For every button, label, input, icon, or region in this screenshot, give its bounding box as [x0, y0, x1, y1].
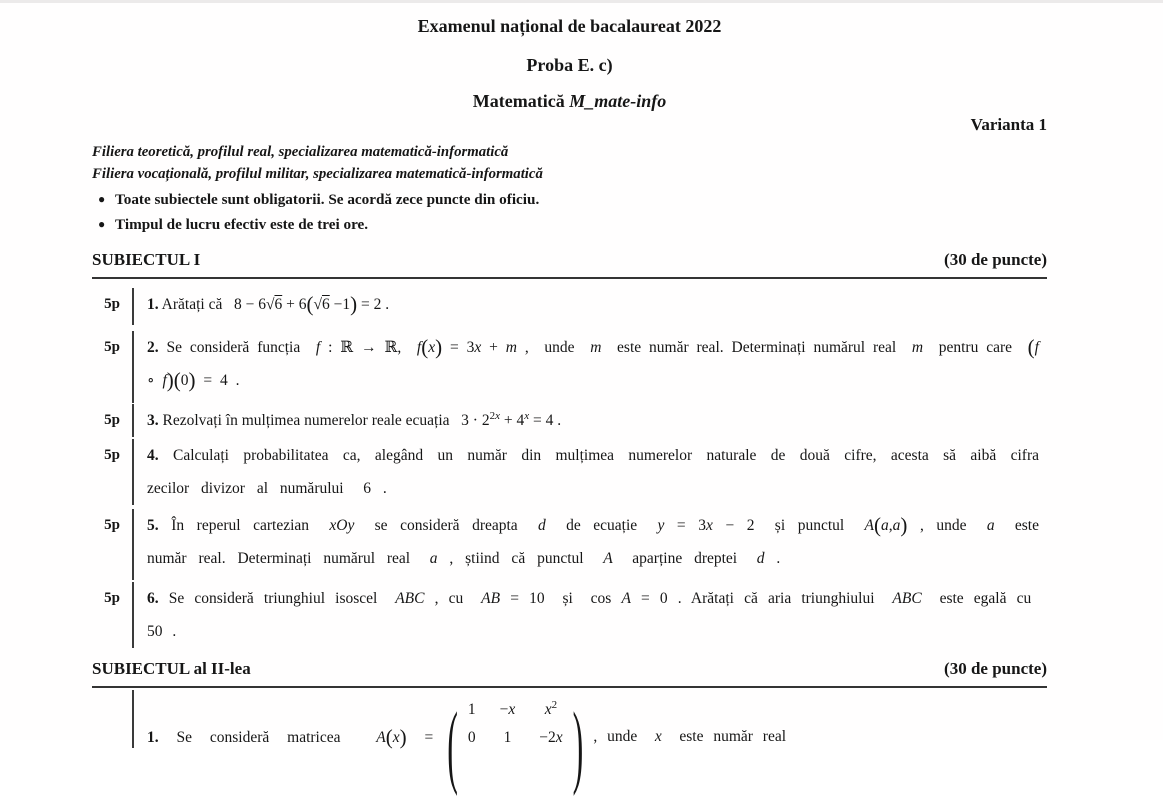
item-row-6: [92, 580, 1047, 648]
item-number: 1.: [147, 729, 159, 746]
section2-item-row-1: [92, 688, 1047, 796]
score-cell: 5p: [104, 339, 120, 355]
item-5: [132, 509, 1047, 580]
item-1: [132, 288, 1047, 325]
section1-table: [92, 279, 1047, 648]
matrix-equation: [147, 690, 1039, 796]
item-2: [132, 331, 1047, 403]
item-row-3: [92, 403, 1047, 437]
section2-title: SUBIECTUL al II-lea: [92, 659, 251, 678]
item-text: Se consideră funcția f : ℝ → ℝ, f(x) = 3x + m , unde m este număr real. Determinați numărul real m pentru care (f ∘ f)(0) = 4 .: [147, 335, 1039, 392]
item-number: 3.: [147, 412, 159, 429]
score-cell: 5p: [104, 296, 120, 312]
matrix-grid: [458, 692, 573, 752]
item-row-5: [92, 505, 1047, 580]
instructions-list: [92, 187, 1047, 237]
matrix-post-text: , unde x este număr real: [593, 728, 787, 745]
instruction-text-2: Timpul de lucru efectiv este de trei ore.: [115, 216, 369, 233]
score-cell: 5p: [104, 412, 120, 428]
exam-title: Examenul național de bacalaureat 2022: [417, 16, 722, 36]
bullet-icon: ●: [98, 192, 106, 206]
score-cell: 5p: [104, 590, 120, 606]
filiera-line-1: Filiera teoretică, profilul real, specializarea matematică-informatică: [92, 144, 509, 160]
instruction-item-1: [92, 187, 1047, 212]
exam-proba-line: Proba E. c): [526, 55, 613, 75]
item-number: 5.: [147, 517, 159, 534]
matrix-func-text: A(x) =: [376, 725, 434, 749]
score-cell: [92, 690, 132, 748]
section1-points: (30 de puncte): [944, 250, 1047, 269]
item-number: 2.: [147, 339, 159, 356]
item-4: [132, 439, 1047, 505]
instruction-item-2: [92, 212, 1047, 237]
matrix-cell: 1: [503, 729, 512, 746]
item-3: [132, 404, 1047, 437]
matrix-paren-right: ): [572, 692, 584, 796]
item-number: 1.: [147, 296, 159, 313]
section2-heading-row: [92, 657, 1047, 681]
score-cell: 5p: [104, 517, 120, 533]
item-text: Rezolvați în mulțimea numerelor reale ecuația $3 \cdot 2^{2x} + 4^x = 4$ .: [162, 410, 562, 429]
matrix-cell: −2x: [539, 729, 563, 746]
item-row-4: [92, 437, 1047, 505]
matrix-cell: 1: [467, 701, 476, 718]
item-number: 4.: [147, 447, 159, 464]
item-row-2: [92, 325, 1047, 403]
matrix: [447, 692, 584, 796]
score-cell: 5p: [104, 447, 120, 463]
variant-label: Varianta 1: [970, 115, 1047, 134]
section1-heading-row: [92, 248, 1047, 272]
section1-title: SUBIECTUL I: [92, 250, 201, 269]
matrix-cell: $x^2$: [544, 699, 558, 718]
item-number: 6.: [147, 590, 159, 607]
item-text: Arătați că 8 − 6√6 + 6(√6 −1) = 2 .: [161, 292, 390, 316]
item-text: În reperul cartezian xOy se consideră dreapta d de ecuație y = 3x − 2 și punctul A(a,a) , unde a este număr real. Determinați numărul real a , știind că punctul A aparține dreptei d .: [147, 513, 1039, 567]
bullet-icon: ●: [98, 217, 106, 231]
item-6: [132, 582, 1047, 648]
matrix-cell: 0: [467, 729, 476, 746]
item-text: Se consideră triunghiul isoscel ABC , cu AB = 10 și cos A = 0 . Arătați că aria triunghiului ABC este egală cu 50 .: [147, 590, 1039, 640]
exam-subject-line: [92, 89, 1047, 113]
matrix-pre-text: [147, 722, 433, 753]
filiera-line-2: Filiera vocațională, profilul militar, specializarea matematică-informatică: [92, 166, 543, 182]
subject-code: M_mate-info: [569, 91, 667, 111]
item-text: Se consideră matricea: [176, 729, 341, 746]
item-text: Calculați probabilitatea ca, alegând un număr din mulțimea numerelor naturale de două cifre, acesta să aibă cifra zecilor divizor al numărului 6 .: [147, 447, 1040, 497]
section2-points: (30 de puncte): [944, 659, 1047, 678]
subject-label: Matematică: [472, 91, 570, 111]
matrix-paren-left: (: [447, 692, 458, 796]
instruction-text-1: Toate subiectele sunt obligatorii. Se acordă zece puncte din oficiu.: [115, 191, 540, 208]
section2-item-1: [132, 690, 1047, 796]
filiera-section: [92, 141, 1047, 185]
matrix-cell: −x: [499, 701, 516, 718]
item-row-1: [92, 279, 1047, 325]
